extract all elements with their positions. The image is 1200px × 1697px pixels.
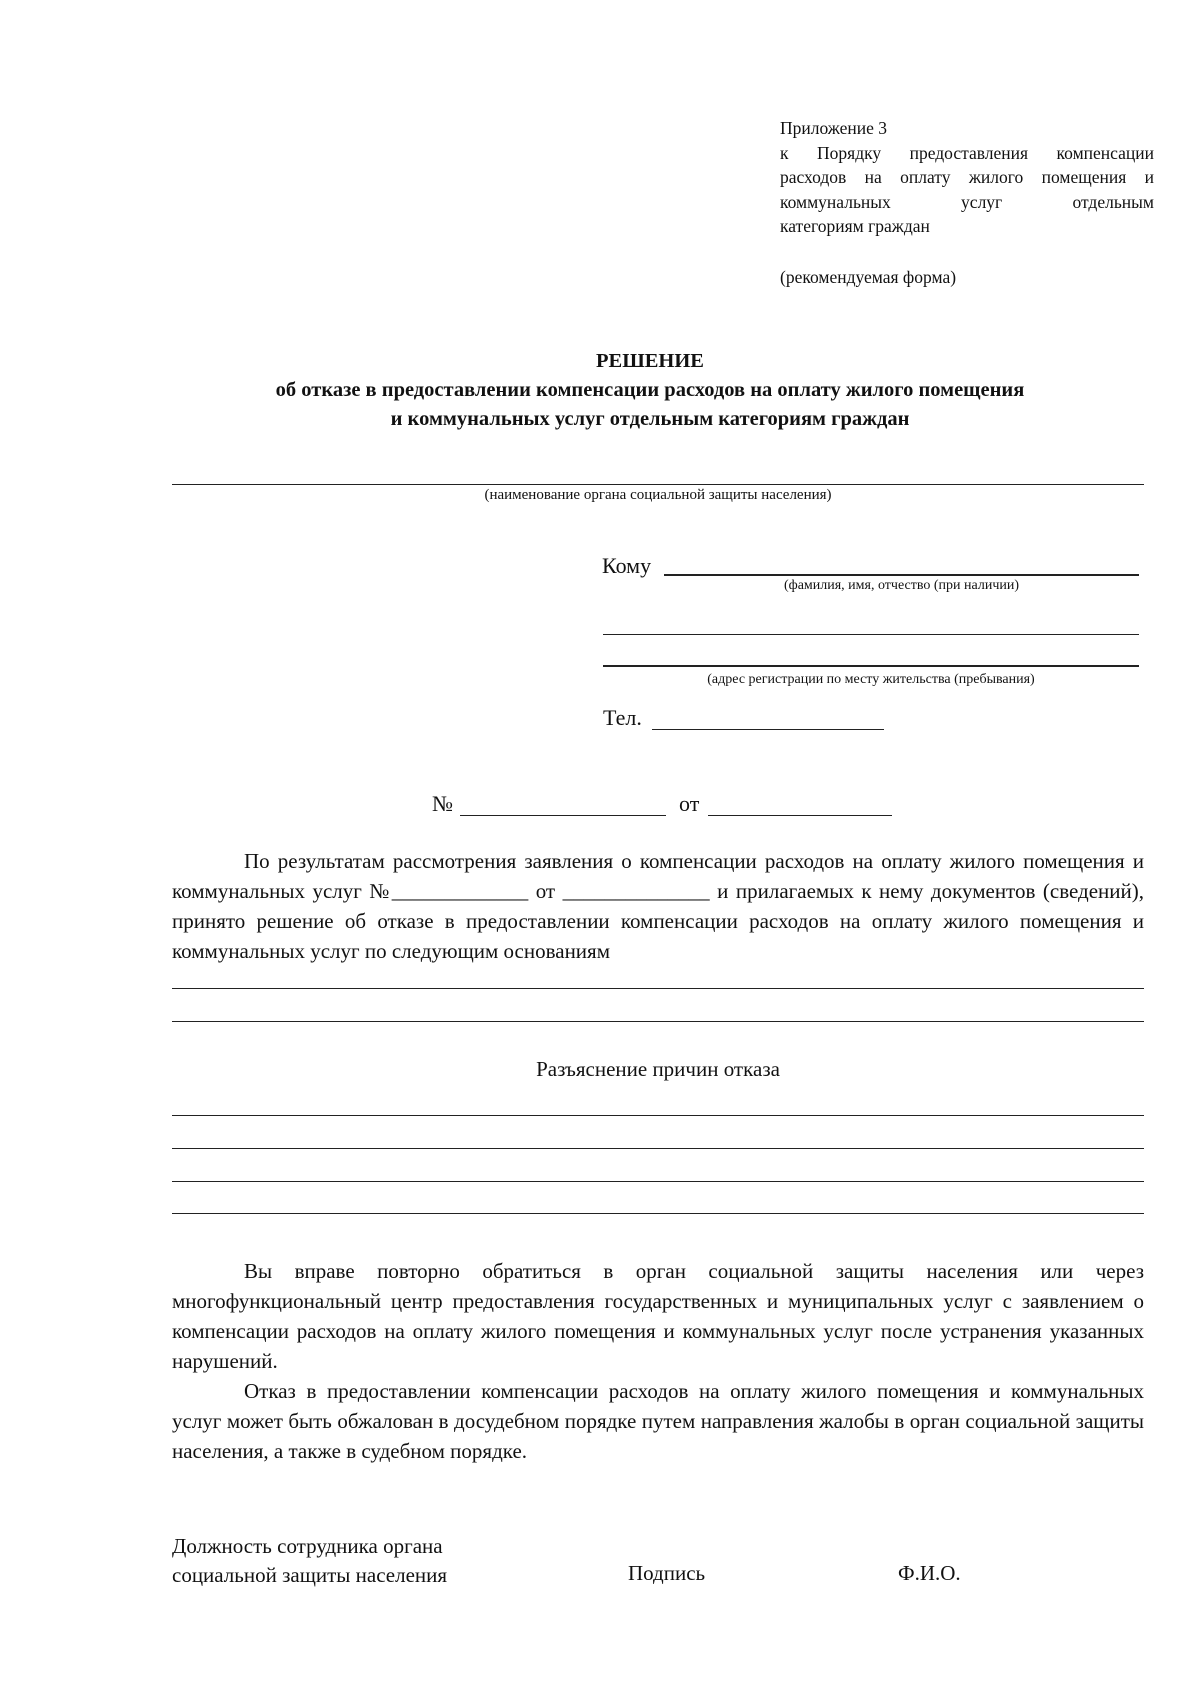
reasons-field-line-2[interactable] bbox=[172, 1148, 1144, 1149]
main-paragraph bbox=[172, 846, 1144, 966]
decision-date-field[interactable] bbox=[708, 815, 892, 816]
main-paragraph-text: от bbox=[528, 879, 563, 903]
appendix-number: Приложение 3 bbox=[780, 118, 888, 138]
signature-label: Подпись bbox=[628, 1561, 706, 1585]
phone-field[interactable] bbox=[652, 729, 884, 730]
title-line: об отказе в предоставлении компенсации расходов на оплату жилого помещения bbox=[275, 379, 1025, 401]
address-field-line-1[interactable] bbox=[603, 634, 1139, 635]
appendix-text-line: расходов на оплату жилого помещения и bbox=[780, 167, 1154, 187]
decision-number-field[interactable] bbox=[460, 815, 666, 816]
employee-position bbox=[172, 1532, 447, 1590]
date-label: от bbox=[679, 791, 700, 816]
reasons-field-line-3[interactable] bbox=[172, 1181, 1144, 1182]
org-name-field[interactable] bbox=[172, 484, 1144, 485]
address-caption: (адрес регистрации по месту жительства (пребывания) bbox=[707, 672, 1035, 687]
position-line: социальной защиты населения bbox=[172, 1563, 448, 1587]
recipient-fio-field[interactable] bbox=[664, 574, 1139, 576]
fio-caption: (фамилия, имя, отчество (при наличии) bbox=[783, 578, 1020, 593]
reasons-field-line-4[interactable] bbox=[172, 1213, 1144, 1214]
number-label: № bbox=[432, 791, 453, 816]
application-date-blank[interactable]: ______________ bbox=[562, 879, 710, 903]
title-main: РЕШЕНИЕ bbox=[596, 350, 704, 372]
form-note: (рекомендуемая форма) bbox=[780, 266, 957, 287]
appendix-text-line: к Порядку предоставления компенсации bbox=[780, 142, 1154, 163]
position-line: Должность сотрудника органа bbox=[172, 1534, 443, 1558]
appeal-paragraph: Отказ в предоставлении компенсации расходов на оплату жилого помещения и коммунальных услуг может быть обжалован в досудебном порядке путем направления жалобы в орган социальной защиты населения, а также в судебном порядке. bbox=[172, 1379, 1144, 1463]
closing-paragraphs bbox=[172, 1256, 1144, 1466]
appendix-text-line: категориям граждан bbox=[780, 216, 930, 236]
application-number-blank[interactable]: _____________ bbox=[391, 879, 529, 903]
address-field-line-2[interactable] bbox=[603, 665, 1139, 667]
reasons-heading: Разъяснение причин отказа bbox=[536, 1057, 780, 1081]
main-paragraph-text: По результатам рассмотрения заявления о компенсации расходов на оплату жилого помещения и коммунальных услуг № bbox=[172, 849, 1144, 903]
document-title bbox=[150, 347, 1150, 434]
title-line: и коммунальных услуг отдельным категориям граждан bbox=[390, 408, 910, 430]
to-label: Кому bbox=[602, 553, 652, 578]
reapply-paragraph: Вы вправе повторно обратиться в орган социальной защиты населения или через многофункциональный центр предоставления государственных и муниципальных услуг с заявлением о компенсации расходов на оплату жилого помещения и коммунальных услуг после устранения указанных нарушений. bbox=[172, 1259, 1144, 1373]
appendix-block bbox=[780, 116, 1154, 289]
reasons-field-line-1[interactable] bbox=[172, 1115, 1144, 1116]
org-name-caption: (наименование органа социальной защиты населения) bbox=[484, 487, 832, 503]
appendix-text-line: коммунальных услуг отдельным bbox=[780, 191, 1154, 212]
phone-label: Тел. bbox=[603, 705, 642, 730]
fio-label: Ф.И.О. bbox=[898, 1561, 961, 1585]
main-paragraph-text: и прилагаемых к нему документов (сведений), принято решение об отказе в предоставлении компенсации расходов на оплату жилого помещения и коммунальных услуг по следующим основаниям bbox=[172, 879, 1144, 963]
grounds-field-line-2[interactable] bbox=[172, 1021, 1144, 1022]
grounds-field-line-1[interactable] bbox=[172, 988, 1144, 989]
